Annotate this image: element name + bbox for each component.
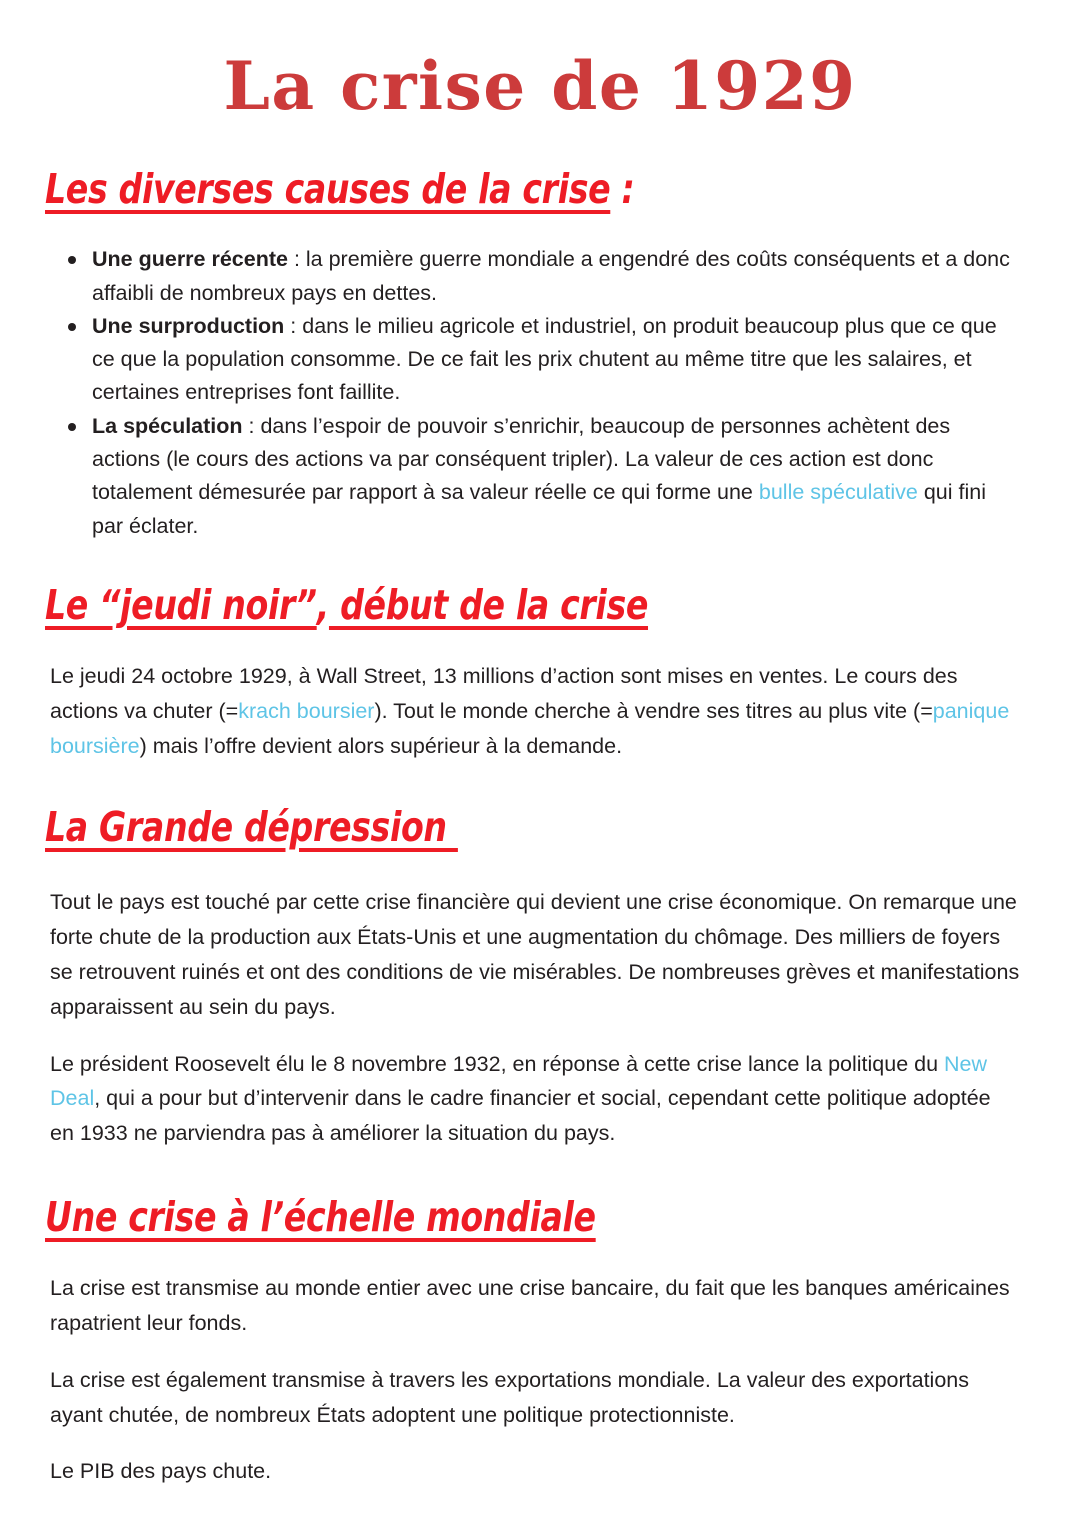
spacer — [0, 851, 1080, 885]
page-title: La crise de 1929 — [223, 47, 857, 125]
heading-jeudi-comma: , — [316, 581, 329, 630]
heading-jeudi-part2: début de la crise — [328, 581, 649, 630]
heading-jeudi-noir — [0, 583, 972, 629]
bullet-text-after: qui fini par éclater. — [92, 480, 986, 538]
spacer — [0, 213, 1080, 243]
bullet-text: : la première guerre mondiale a engendré des coûts conséquents et a donc affaibli de nombreux pays en dettes. — [92, 247, 1010, 305]
bullet-term: La spéculation — [92, 413, 243, 438]
list-item — [50, 243, 1022, 310]
highlight-krach-boursier: krach boursier — [238, 698, 375, 723]
para-text-2: , qui a pour but d’intervenir dans le cadre financier et social, cependant cette politique adoptée en 1933 ne parviendra pas à améliorer la situation du pays. — [50, 1086, 991, 1146]
paragraph — [50, 659, 1020, 763]
paragraph: La crise est transmise au monde entier avec une crise bancaire, du fait que les banques américaines rapatrient leur fonds. — [50, 1276, 1010, 1335]
paragraph: Le PIB des pays chute. — [50, 1459, 272, 1484]
highlight-bulle-speculative: bulle spéculative — [758, 480, 918, 505]
paragraph: Tout le pays est touché par cette crise financière qui devient une crise économique. On remarque une forte chute de la production aux États-Unis et une augmentation du chômage. Des milliers de foyers se retrouvent ruinés et ont des conditions de vie misérables. De nombreuses grèves et manifestations apparaissent au sein du pays. — [50, 890, 1020, 1019]
grande-depression-body — [0, 885, 1080, 1151]
para-text-1: Le jeudi 24 octobre 1929, à Wall Street, 13 millions d’action sont mises en ventes. Le cours des actions va chuter (= — [50, 663, 958, 723]
heading-causes-de-la-crise — [0, 167, 972, 213]
mondiale-body — [0, 1271, 1080, 1489]
para-text-2: ). Tout le monde cherche à vendre ses titres au plus vite (= — [374, 698, 933, 723]
paragraph: La crise est également transmise à travers les exportations mondiale. La valeur des exportations ayant chutée, de nombreux États adoptent une politique protectionniste. — [50, 1367, 969, 1427]
causes-bullet-list — [0, 243, 1080, 543]
heading-causes-underlined-text: Les diverses causes de la crise — [45, 165, 611, 214]
bullet-term: Une guerre récente — [92, 247, 288, 272]
list-item — [50, 410, 1022, 543]
bullet-term: Une surproduction — [92, 313, 285, 338]
paragraph — [50, 1047, 1020, 1151]
heading-jeudi-part1: Le “jeudi noir” — [45, 581, 317, 630]
heading-grande-depression — [0, 805, 972, 851]
heading-mondiale-text: Une crise à l’échelle mondiale — [45, 1193, 596, 1242]
para-text-1: Le président Roosevelt élu le 8 novembre 1932, en réponse à cette crise lance la politique du — [50, 1051, 945, 1076]
heading-crise-echelle-mondiale — [0, 1195, 972, 1241]
highlight-panique-boursiere: panique boursière — [50, 698, 1010, 758]
para-text-3: ) mais l’offre devient alors supérieur à la demande. — [139, 733, 623, 758]
list-item — [50, 310, 1022, 410]
heading-grande-text: La Grande dépression — [45, 803, 458, 852]
spacer — [0, 629, 1080, 659]
highlight-new-deal: New Deal — [50, 1051, 988, 1111]
bullet-text-before: : dans l’espoir de pouvoir s’enrichir, beaucoup de personnes achètent des actions (le cours des actions va par conséquent tripler). La valeur de ces action est donc totalement démesurée par rapport à sa valeur réelle ce qui forme une — [92, 413, 951, 505]
heading-causes-colon: : — [610, 165, 635, 214]
jeudi-noir-body — [0, 659, 1080, 763]
spacer — [0, 1241, 1080, 1271]
bullet-text: : dans le milieu agricole et industriel, on produit beaucoup plus que ce que ce que la population consomme. De ce fait les prix chutent au même titre que les salaires, et certaines entreprises font faillite. — [92, 313, 997, 405]
